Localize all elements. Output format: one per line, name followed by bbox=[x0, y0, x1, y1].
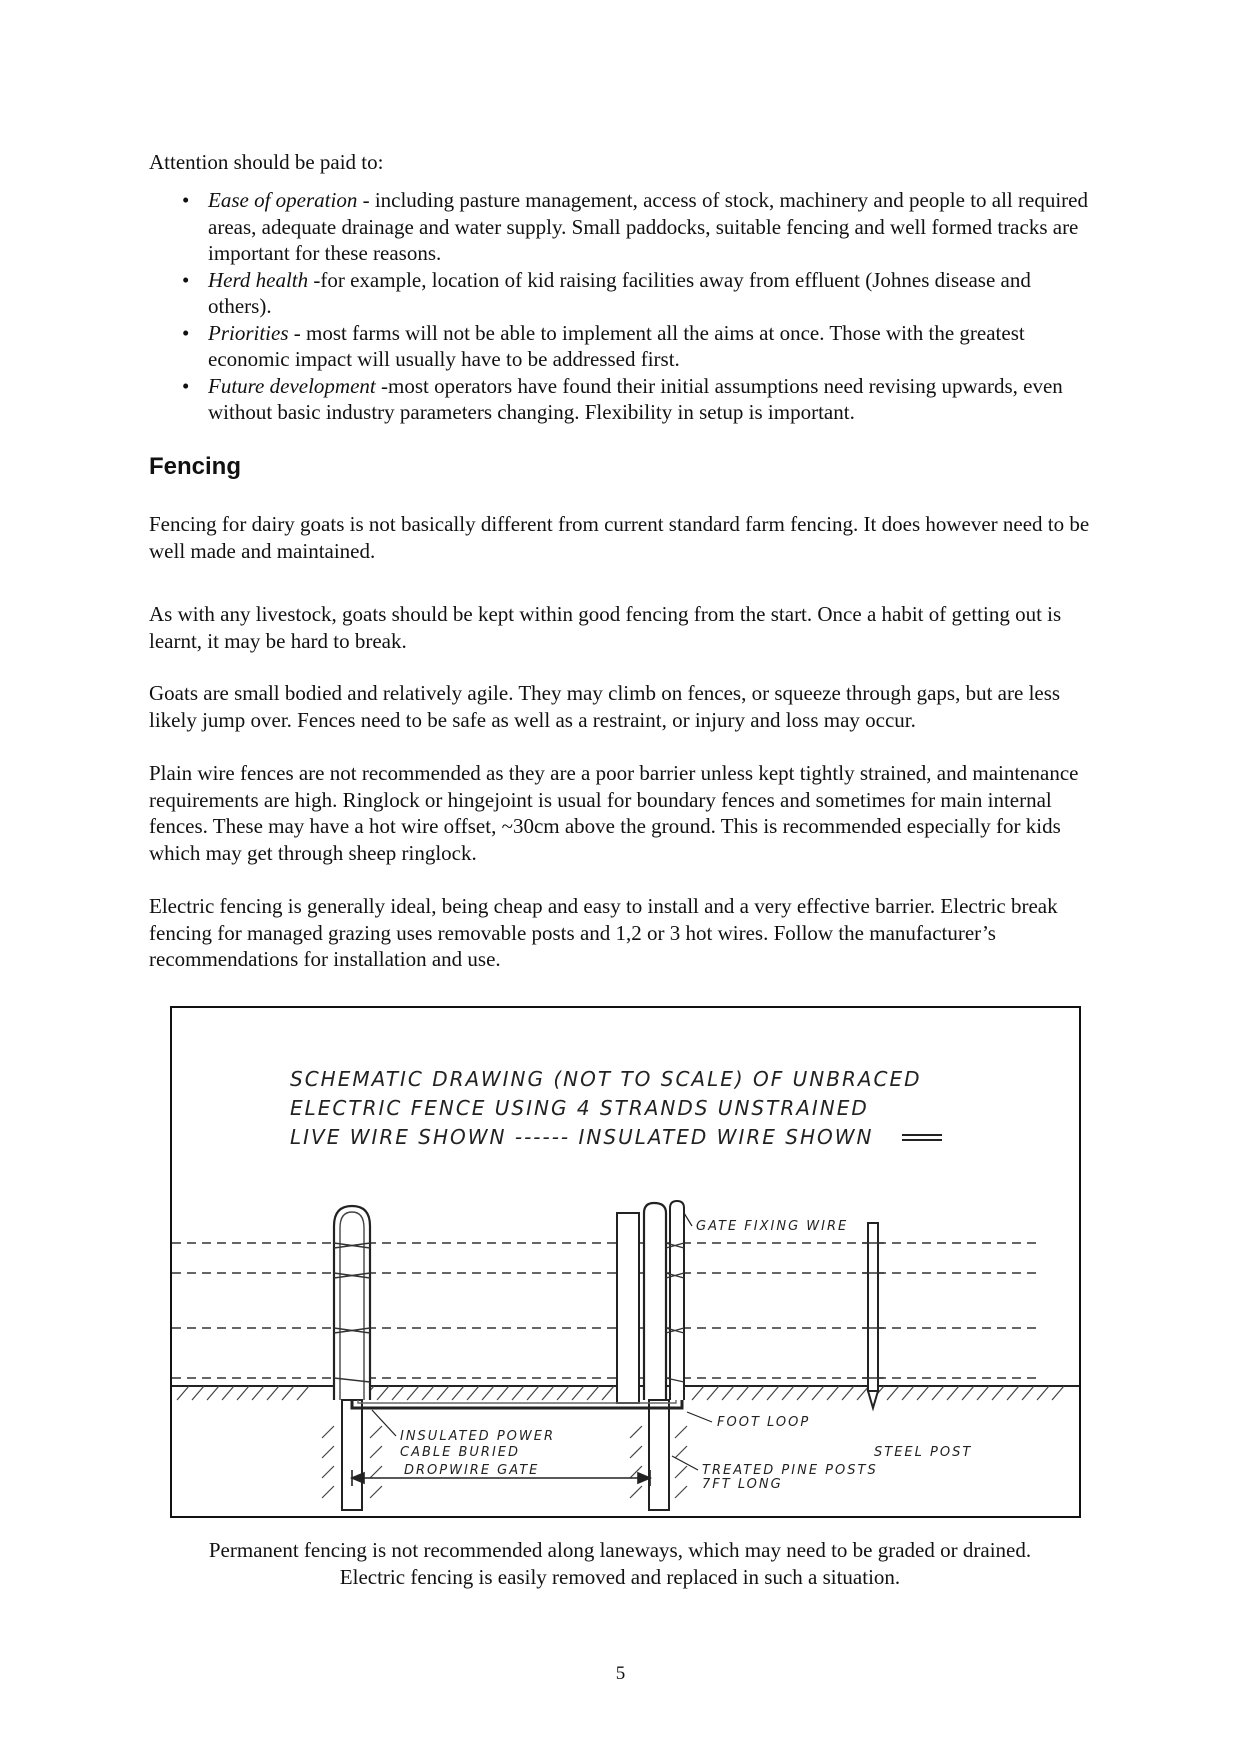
paragraph: Fencing for dairy goats is not basically different from current standard farm fencing. It does however need to be well made and maintained. bbox=[149, 512, 1090, 563]
intro-text: Attention should be paid to: bbox=[149, 150, 384, 174]
paragraph: Goats are small bodied and relatively agile. They may climb on fences, or squeeze through gaps, but are less likely jump over. Fences need to be safe as well as a restraint, or injury and loss may occur. bbox=[149, 681, 1061, 732]
figure-title-line: SCHEMATIC DRAWING (NOT TO SCALE) OF UNBRACED bbox=[290, 1067, 922, 1091]
bullet-text: -for example, location of kid raising facilities away from effluent (Johnes disease and others). bbox=[208, 267, 1031, 318]
caption-line: Permanent fencing is not recommended along laneways, which may need to be graded or drained. bbox=[208, 1538, 1032, 1562]
steel-post bbox=[862, 1223, 884, 1408]
figure-title-line: ELECTRIC FENCE USING 4 STRANDS UNSTRAINED bbox=[290, 1096, 869, 1120]
treated-pine-label: TREATED PINE POSTS bbox=[702, 1463, 878, 1478]
dropwire-gate-label: DROPWIRE GATE bbox=[404, 1463, 540, 1478]
bullet-icon: • bbox=[182, 267, 190, 292]
page-number: 5 bbox=[615, 1663, 626, 1684]
fence-schematic-drawing bbox=[172, 1008, 1079, 1516]
fence-schematic-figure bbox=[170, 1006, 1081, 1518]
section-heading: Fencing bbox=[149, 453, 242, 480]
list-item bbox=[149, 267, 1099, 320]
pine-post-left bbox=[322, 1206, 382, 1510]
bullet-icon: • bbox=[182, 373, 190, 398]
gate-posts bbox=[617, 1201, 687, 1510]
bullet-term: Herd health bbox=[208, 267, 309, 292]
bullet-icon: • bbox=[182, 188, 190, 212]
bullet-text: -most operators have found their initial assumptions need revising upwards, even without basic industry parameters changing. Flexibility in setup is important. bbox=[208, 373, 1063, 424]
attention-list bbox=[149, 187, 1099, 426]
list-item bbox=[149, 373, 1099, 426]
bullet-term: Priorities bbox=[208, 320, 289, 345]
bullet-text: - most farms will not be able to implement all the aims at once. Those with the greatest economic impact will usually have to be addressed first. bbox=[208, 320, 1025, 371]
treated-pine-length-label: 7FT LONG bbox=[702, 1477, 783, 1492]
insulated-power-label: INSULATED POWER bbox=[400, 1429, 555, 1444]
bullet-term: Future development bbox=[208, 373, 376, 398]
live-wires bbox=[172, 1243, 1042, 1378]
list-item bbox=[149, 187, 1099, 267]
list-item bbox=[149, 320, 1099, 373]
figure-title-line: LIVE WIRE SHOWN ------ INSULATED WIRE SHOWN bbox=[290, 1125, 874, 1149]
bullet-term: Ease of operation bbox=[208, 188, 358, 212]
figure-caption bbox=[120, 1537, 1120, 1590]
paragraph: Electric fencing is generally ideal, being cheap and easy to install and a very effective barrier. Electric break fencing for managed grazing uses removable posts and 1,2 or 3 hot wires. Follow the manufacturer’s recommendations for installation and use. bbox=[149, 894, 1058, 971]
gate-fixing-wire-label: GATE FIXING WIRE bbox=[696, 1219, 849, 1234]
paragraph: Plain wire fences are not recommended as they are a poor barrier unless kept tightly strained, and maintenance requirements are high. Ringlock or hingejoint is usual for boundary fences and sometimes for main internal fences. These may have a hot wire offset, ~30cm above the ground. This is recommended especially for kids which may get through sheep ringlock. bbox=[149, 761, 1079, 865]
steel-post-label: STEEL POST bbox=[874, 1445, 973, 1460]
bullet-icon: • bbox=[182, 320, 190, 345]
foot-loop-label: FOOT LOOP bbox=[717, 1415, 811, 1430]
caption-line: Electric fencing is easily removed and replaced in such a situation. bbox=[339, 1564, 901, 1589]
bullet-text: - including pasture management, access of stock, machinery and people to all required areas, adequate drainage and water supply. Small paddocks, suitable fencing and well formed tracks are important for these reasons. bbox=[208, 188, 1088, 265]
paragraph: As with any livestock, goats should be kept within good fencing from the start. Once a habit of getting out is learnt, it may be hard to break. bbox=[149, 602, 1062, 653]
cable-buried-label: CABLE BURIED bbox=[400, 1445, 521, 1460]
